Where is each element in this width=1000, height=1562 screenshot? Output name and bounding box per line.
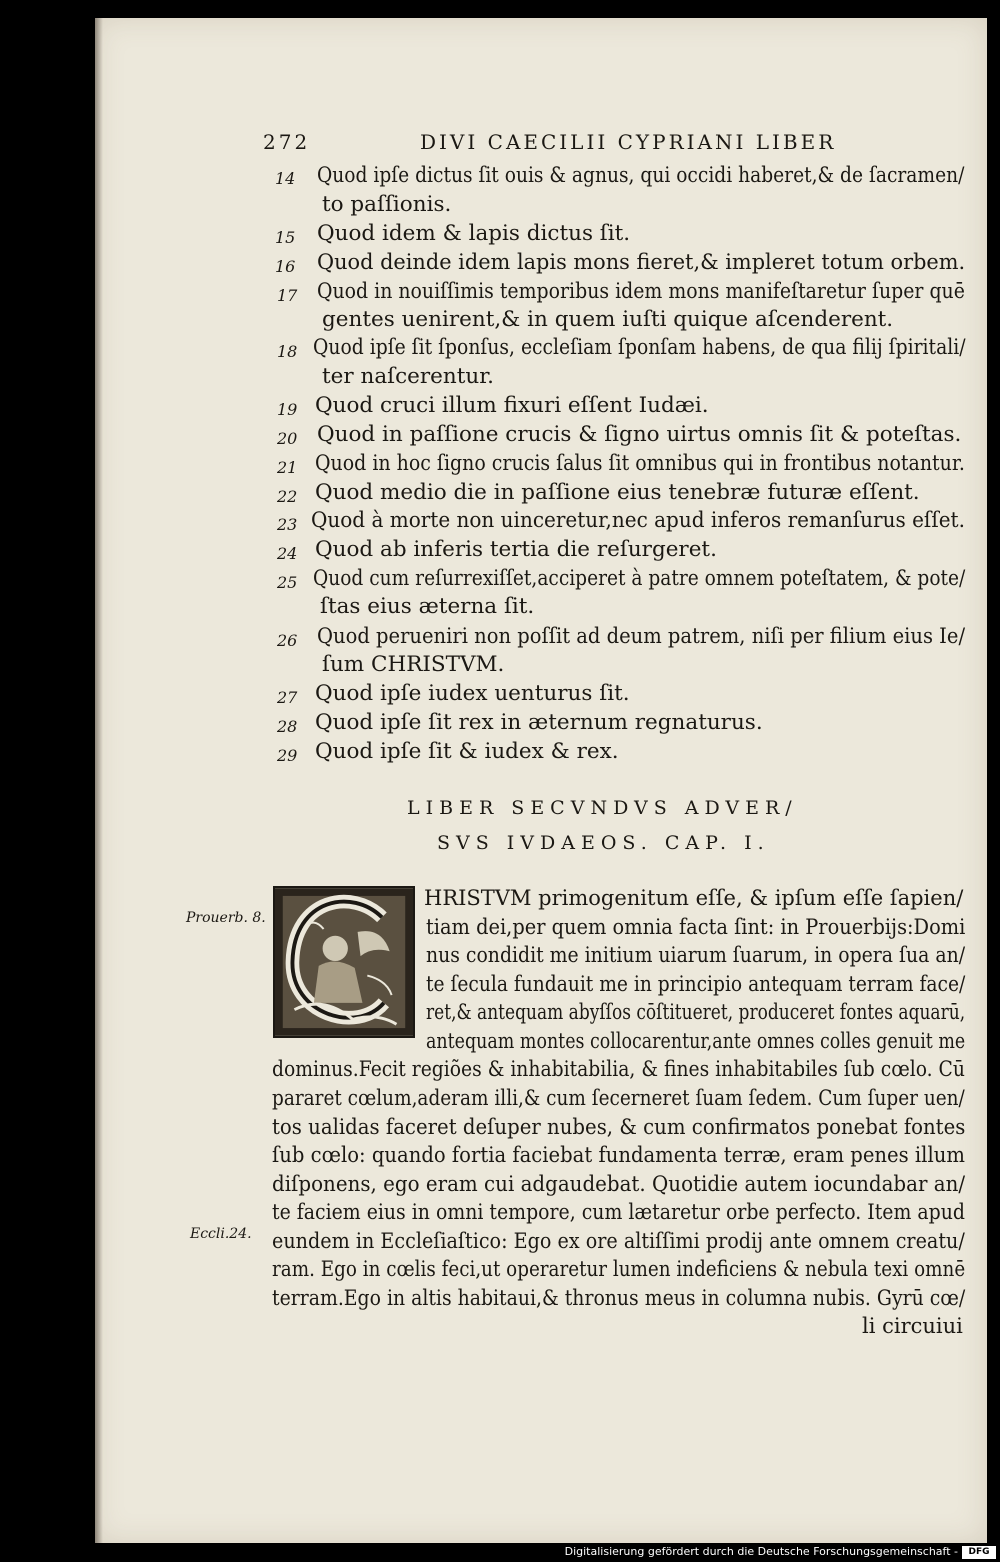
body-line: nus condidit me initium uiarum ſuarum, in opera ſua an/ (426, 943, 966, 967)
page-gutter-shadow (95, 18, 103, 1543)
body-line: tiam dei,per quem omnia facta ſint: in Prouerbijs:Domi (426, 915, 966, 939)
running-title: DIVI CAECILII CYPRIANI LIBER (420, 130, 837, 154)
margin-note: Eccli.24. (190, 1226, 252, 1242)
body-line: ret,& antequam abyſſos cōſtitueret, produceret fontes aquarū, (426, 1000, 966, 1024)
toc-line: Quod ipſe dictus ſit ouis & agnus, qui occidi haberet,& de ſacramen/ (317, 163, 965, 188)
toc-number: 18 (277, 342, 298, 361)
catchword: li circuiui (862, 1314, 963, 1338)
body-line: ſub cœlo: quando fortia faciebat fundamenta terræ, eram penes illum (272, 1143, 965, 1167)
toc-line: Quod ab inferis tertia die reſurgeret. (315, 537, 717, 562)
toc-line: ſtas eius æterna ſit. (320, 594, 535, 619)
page-number: 272 (263, 130, 311, 154)
body-line: antequam montes collocarentur,ante omnes colles genuit me (426, 1029, 966, 1053)
toc-line: gentes uenirent,& in quem iuſti quique aſcenderent. (322, 307, 894, 332)
body-line: HRISTVM primogenitum eſſe, & ipſum eſſe ſapien/ (424, 886, 964, 910)
toc-number: 19 (277, 400, 298, 419)
toc-number: 28 (277, 717, 298, 736)
toc-line: Quod in nouiſſimis temporibus idem mons manifeſtaretur ſuper quē (317, 279, 965, 304)
toc-number: 16 (275, 257, 296, 276)
body-line: terram.Ego in altis habitaui,& thronus meus in columna nubis. Gyrū cœ/ (272, 1286, 966, 1310)
toc-number: 26 (277, 631, 298, 650)
toc-line: Quod ipſe ſit ſponſus, eccleſiam ſponſam habens, de qua filij ſpiritali/ (313, 335, 966, 360)
footer-bar (0, 1543, 1000, 1562)
toc-line: Quod ipſe iudex uenturus ſit. (315, 681, 630, 706)
decorated-initial-c (273, 886, 415, 1038)
toc-number: 22 (277, 487, 298, 506)
body-line: tos ualidas faceret deſuper nubes, & cum confirmatos ponebat fontes (272, 1115, 966, 1139)
margin-note: Prouerb. 8. (186, 910, 266, 926)
toc-line: Quod ipſe ſit rex in æternum regnaturus. (315, 710, 763, 735)
toc-line: Quod perueniri non poſſit ad deum patrem, niſi per filium eius Ie/ (317, 624, 966, 649)
toc-number: 29 (277, 746, 298, 765)
body-line: ram. Ego in cœlis feci,ut operaretur lumen indeficiens & nebula texi omnē (272, 1257, 966, 1281)
toc-line: ter naſcerentur. (322, 364, 494, 389)
dfg-logo-icon: DFG (962, 1546, 996, 1559)
body-line: pararet cœlum,aderam illi,& cum ſecerneret ſuam ſedem. Cum ſuper uen/ (272, 1086, 965, 1110)
toc-number: 20 (277, 429, 298, 448)
body-line: dominus.Fecit regiões & inhabitabilia, & fines inhabitabiles ſub cœlo. Cū (272, 1057, 965, 1081)
toc-line: Quod cruci illum fixuri eſſent Iudæi. (315, 393, 709, 418)
toc-line: Quod idem & lapis dictus ſit. (317, 221, 631, 246)
toc-number: 27 (277, 688, 298, 707)
toc-line: Quod ipſe ſit & iudex & rex. (315, 739, 619, 764)
section-heading-line1: LIBER SECVNDVS ADVER/ (407, 797, 798, 819)
toc-line: Quod medio die in paſſione eius tenebræ futuræ eſſent. (315, 480, 920, 505)
toc-number: 21 (277, 458, 298, 477)
toc-line: ſum CHRISTVM. (322, 652, 505, 677)
toc-line: Quod in hoc ſigno crucis ſalus ſit omnibus qui in frontibus notantur. (315, 451, 965, 476)
toc-line: Quod à morte non uinceretur,nec apud inferos remanſurus eſſet. (311, 508, 965, 533)
toc-number: 24 (277, 544, 298, 563)
toc-line: Quod cum reſurrexiſſet,acciperet à patre omnem poteſtatem, & pote/ (313, 566, 966, 591)
book-page (95, 18, 987, 1543)
body-line: te faciem eius in omni tempore, cum lætaretur orbe perfecto. Item apud (272, 1200, 965, 1224)
toc-number: 25 (277, 573, 298, 592)
toc-number: 17 (277, 286, 298, 305)
woodcut-illustration (275, 888, 413, 1036)
body-line: eundem in Eccleſiaſtico: Ego ex ore altiſſimi prodij ante omnem creatu/ (272, 1229, 965, 1253)
body-line: te ſecula fundauit me in principio antequam terram face/ (426, 972, 966, 996)
funding-notice: Digitalisierung gefördert durch die Deutsche Forschungsgemeinschaft - (564, 1545, 958, 1558)
body-line: diſponens, ego eram cui adgaudebat. Quotidie autem iocundabar an/ (272, 1172, 966, 1196)
toc-number: 14 (275, 169, 296, 188)
toc-line: Quod in paſſione crucis & ſigno uirtus omnis ſit & poteſtas. (317, 422, 962, 447)
toc-line: Quod deinde idem lapis mons fieret,& impleret totum orbem. (317, 250, 966, 275)
toc-number: 23 (277, 515, 298, 534)
section-heading-line2: SVS IVDAEOS. CAP. I. (437, 832, 770, 854)
toc-number: 15 (275, 228, 296, 247)
toc-line: to paſſionis. (322, 192, 452, 217)
